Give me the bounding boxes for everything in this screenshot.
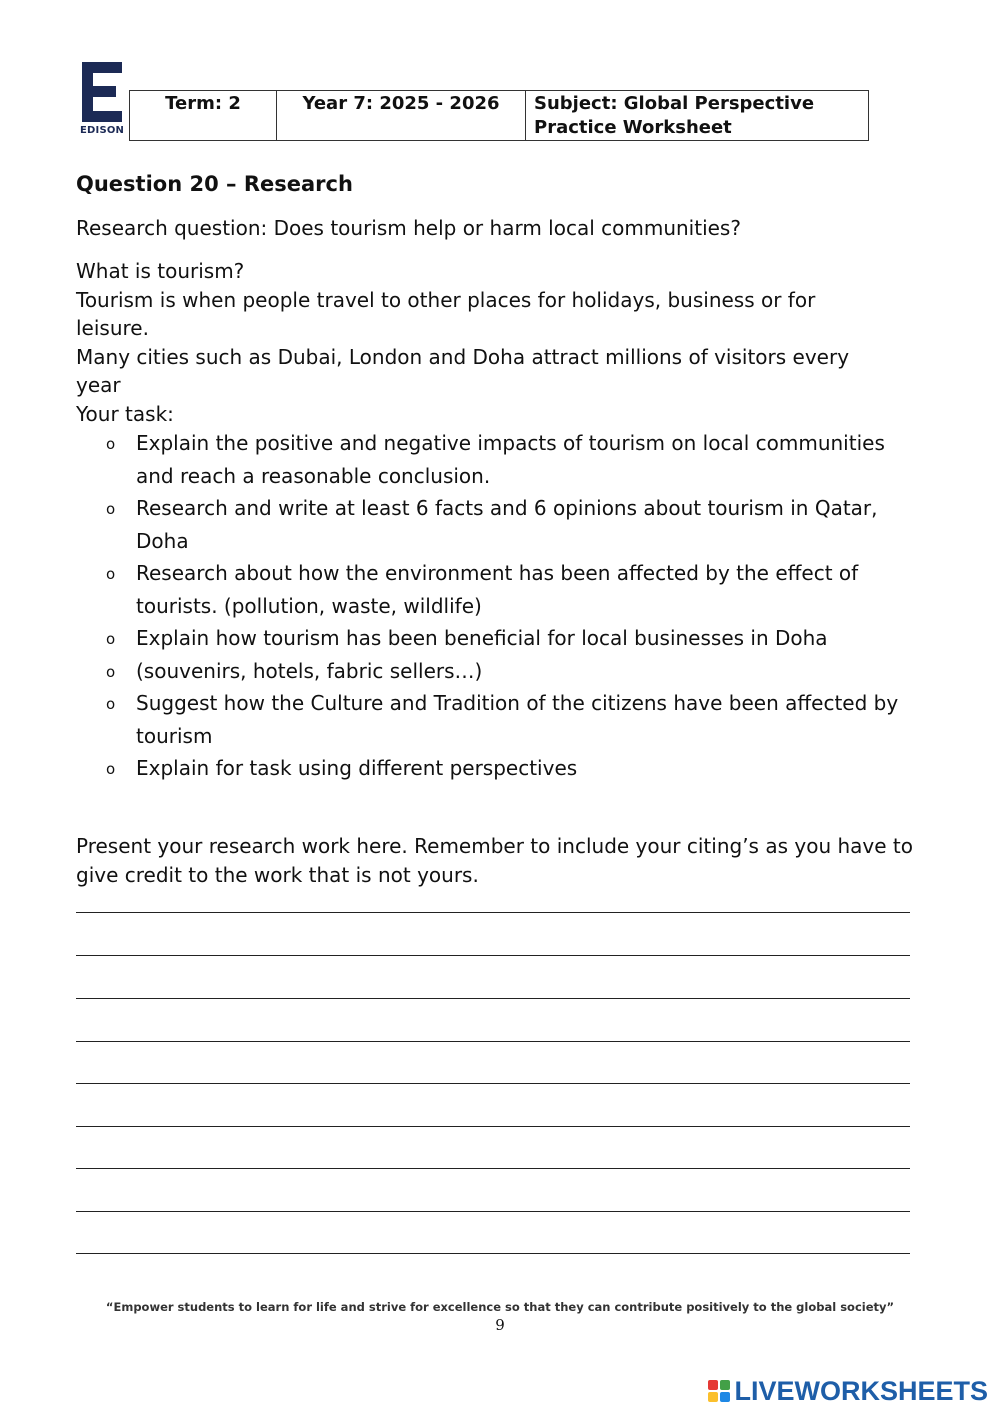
answer-line-9[interactable] (76, 1253, 910, 1254)
tourism-definition: Tourism is when people travel to other places for holidays, business or for leisure. (76, 287, 816, 340)
bullet-icon: o (106, 630, 116, 648)
logo-e-mark (82, 62, 122, 122)
bullet-icon: o (106, 695, 116, 713)
subject-label: Subject: Global Perspective (534, 93, 815, 114)
task-text: Research and write at least 6 facts and 6 opinions about tourism in Qatar, Doha (136, 496, 878, 553)
task-item (106, 492, 926, 557)
header-table (129, 90, 869, 141)
subject-cell (526, 91, 869, 141)
bullet-icon: o (106, 435, 116, 453)
page-number: 9 (495, 1316, 505, 1334)
bullet-icon: o (106, 565, 116, 583)
task-text: (souvenirs, hotels, fabric sellers…) (136, 658, 483, 683)
task-text: Explain how tourism has been beneficial for local businesses in Doha (136, 626, 828, 650)
logo-square-l (708, 1380, 718, 1390)
answer-line-5[interactable] (76, 1083, 910, 1084)
year-label: Year 7: 2025 - 2026 (302, 93, 500, 114)
logo-text: EDISON (80, 125, 125, 136)
task-list (106, 427, 926, 785)
answer-line-8[interactable] (76, 1211, 910, 1212)
task-item (106, 752, 926, 785)
answer-line-7[interactable] (76, 1168, 910, 1169)
task-item (106, 557, 926, 622)
answer-line-3[interactable] (76, 998, 910, 999)
footer-quote: “Empower students to learn for life and strive for excellence so that they can contribute positively to the global society” (105, 1300, 895, 1314)
term-cell (130, 91, 277, 141)
cities-text: Many cities such as Dubai, London and Doha attract millions of visitors every year (76, 344, 850, 397)
task-text: Research about how the environment has been affected by the effect of tourists. (pollution, waste, wildlife) (136, 561, 859, 618)
question-title: Question 20 – Research (76, 172, 353, 196)
task-label: Your task: (76, 401, 174, 426)
logo-square-v (708, 1392, 718, 1402)
logo-square-i (720, 1380, 730, 1390)
task-text: Suggest how the Culture and Tradition of the citizens have been affected by tourism (136, 691, 899, 748)
liveworksheets-watermark[interactable] (708, 1376, 988, 1406)
task-item (106, 687, 926, 752)
edison-logo (80, 62, 124, 140)
answer-line-4[interactable] (76, 1041, 910, 1042)
worksheet-label: Practice Worksheet (534, 117, 732, 138)
task-item (106, 655, 926, 688)
task-item (106, 427, 926, 492)
answer-line-6[interactable] (76, 1126, 910, 1127)
task-text: Explain the positive and negative impacts of tourism on local communities and reach a reasonable conclusion. (136, 431, 885, 488)
task-item (106, 622, 926, 655)
what-is-heading: What is tourism? (76, 259, 245, 283)
year-cell (277, 91, 526, 141)
bullet-icon: o (106, 662, 116, 681)
term-label: Term: 2 (165, 93, 241, 114)
research-question: Research question: Does tourism help or harm local communities? (76, 216, 741, 240)
answer-line-1[interactable] (76, 912, 910, 913)
logo-square-e (720, 1392, 730, 1402)
liveworksheets-logo-icon (708, 1380, 730, 1402)
instruction-text: Present your research work here. Remember to include your citing’s as you have to give credit to the work that is not yours. (76, 834, 913, 887)
answer-line-2[interactable] (76, 955, 910, 956)
task-text: Explain for task using different perspectives (136, 756, 578, 780)
bullet-icon: o (106, 500, 116, 518)
liveworksheets-text: LIVEWORKSHEETS (734, 1375, 988, 1406)
bullet-icon: o (106, 760, 116, 778)
